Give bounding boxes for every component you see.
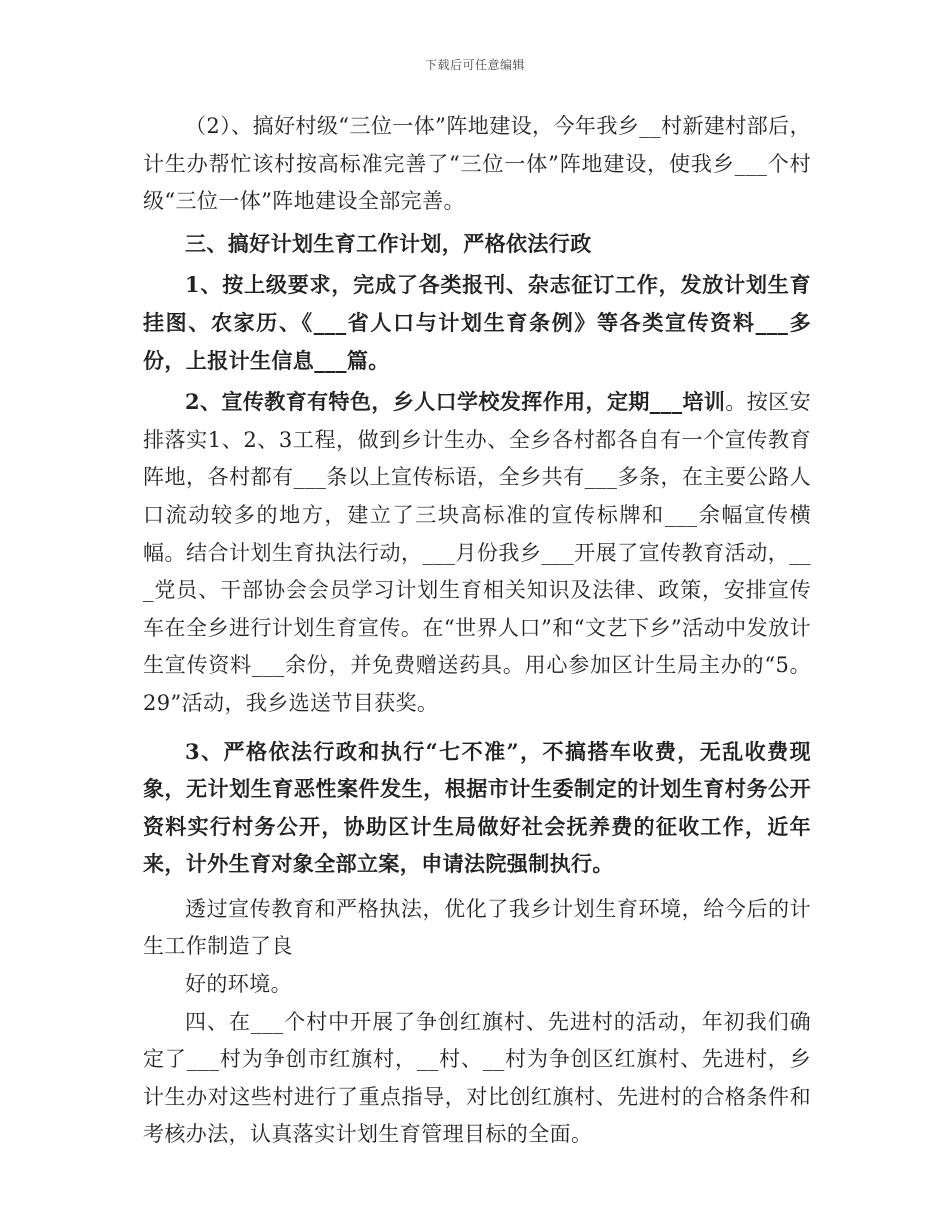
paragraph-environment-summary-continued: 好的环境。 [185, 972, 292, 997]
paragraph-village-position-construction: （2）、搞好村级“三位一体”阵地建设，今年我乡__村新建村部后，计生办帮忙该村按高标准完善了“三位一体”阵地建设，使我乡___个村级“三位一体”阵地建设全部完善。 [143, 114, 811, 214]
document-body [143, 108, 811, 1154]
paragraph-law-enforcement: 3、严格依法行政和执行“七不准”，不搞搭车收费，无乱收费现象，无计划生育恶性案件发生，根据市计生委制定的计划生育村务公开资料实行村务公开，协助区计生局做好社会抚养费的征收工作，近年来，计外生育对象全部立案，申请法院强制执行。 [143, 738, 811, 877]
paragraph-red-flag-villages: 四、在___个村中开展了争创红旗村、先进村的活动，年初我们确定了___村为争创市红旗村，__村、__村为争创区红旗村、先进村，乡计生办对这些村进行了重点指导，对比创红旗村、先进村的合格条件和考核办法，认真落实计划生育管理目标的全面。 [143, 1009, 811, 1147]
paragraph-publicity-education-lead: 2、宣传教育有特色，乡人口学校发挥作用，定期___培训 [185, 389, 726, 415]
page-header: 下载后可任意编辑 [424, 58, 525, 72]
paragraph-environment-summary: 透过宣传教育和严格执法，优化了我乡计划生育环境，给今后的计生工作制造了良 [143, 896, 811, 959]
paragraph-publicity-materials: 1、按上级要求，完成了各类报刊、杂志征订工作，发放计划生育挂图、农家历、《___省人口与计划生育条例》等各类宣传资料___多份，上报计生信息___篇。 [143, 272, 811, 373]
section-heading-3: 三、搞好计划生育工作计划，严格依法行政 [185, 230, 592, 256]
paragraph-publicity-education [143, 383, 811, 722]
paragraph-publicity-education-body: 。按区安排落实1、2、3工程，做到乡计生办、全乡各村都各自有一个宣传教育阵地，各村都有___条以上宣传标语，全乡共有___多条，在主要公路人口流动较多的地方，建立了三块高标准的宣传标牌和___余幅宣传横幅。结合计划生育执法行动，___月份我乡___开展了宣传教育活动，___党员、干部协会会员学习计划生育相关知识及法律、政策，安排宣传车在全乡进行计划生育宣传。在“世界人口”和“文艺下乡”活动中发放计生宣传资料___余份，并免费赠送药具。用心参加区计生局主办的“5。29”活动，我乡选送节目获奖。 [143, 390, 811, 715]
